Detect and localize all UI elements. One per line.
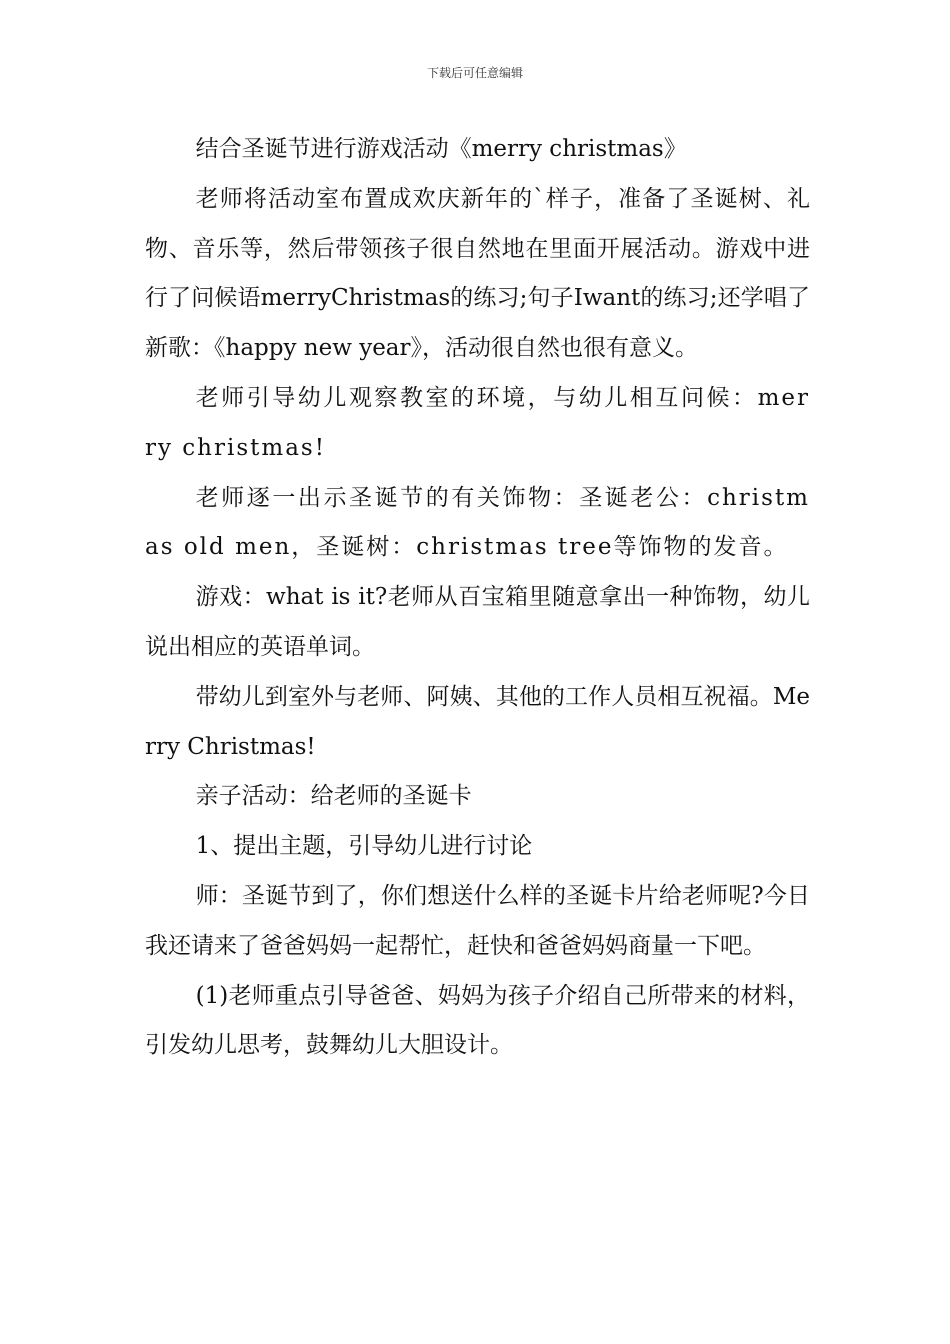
paragraph-parent-child-activity: 亲子活动：给老师的圣诞卡 [195,783,472,810]
page-header: 下载后可任意编辑 [426,66,523,80]
paragraph-parent-guidance: (1)老师重点引导爸爸、妈妈为孩子介绍自己所带来的材料，引发幼儿思考，鼓舞幼儿大胆设计。 [145,982,810,1059]
paragraph-outdoor-blessing: 带幼儿到室外与老师、阿姨、其他的工作人员相互祝福。Merry Christmas! [145,683,810,760]
paragraph-decorations: 老师逐一出示圣诞节的有关饰物：圣诞老公：christmas old men，圣诞树：christmas tree等饰物的发音。 [145,484,810,561]
paragraph-step-one: 1、提出主题，引导幼儿进行讨论 [195,833,533,860]
paragraph-greeting: 老师引导幼儿观察教室的环境，与幼儿相互问候：merry christmas! [145,384,810,461]
paragraph-activity-title: 结合圣诞节进行游戏活动《merry christmas》 [195,136,687,162]
paragraph-teacher-prompt: 师：圣诞节到了，你们想送什么样的圣诞卡片给老师呢?今日我还请来了爸爸妈妈一起帮忙，赶快和爸爸妈妈商量一下吧。 [145,882,810,959]
document-body [145,125,810,1071]
paragraph-game: 游戏：what is it?老师从百宝箱里随意拿出一种饰物，幼儿说出相应的英语单词。 [145,584,810,660]
paragraph-room-setup: 老师将活动室布置成欢庆新年的`样子，准备了圣诞树、礼物、音乐等，然后带领孩子很自然地在里面开展活动。游戏中进行了问候语merryChristmas的练习;句子Iwant的练习;还学唱了新歌：《happy new year》，活动很自然也很有意义。 [145,185,810,362]
